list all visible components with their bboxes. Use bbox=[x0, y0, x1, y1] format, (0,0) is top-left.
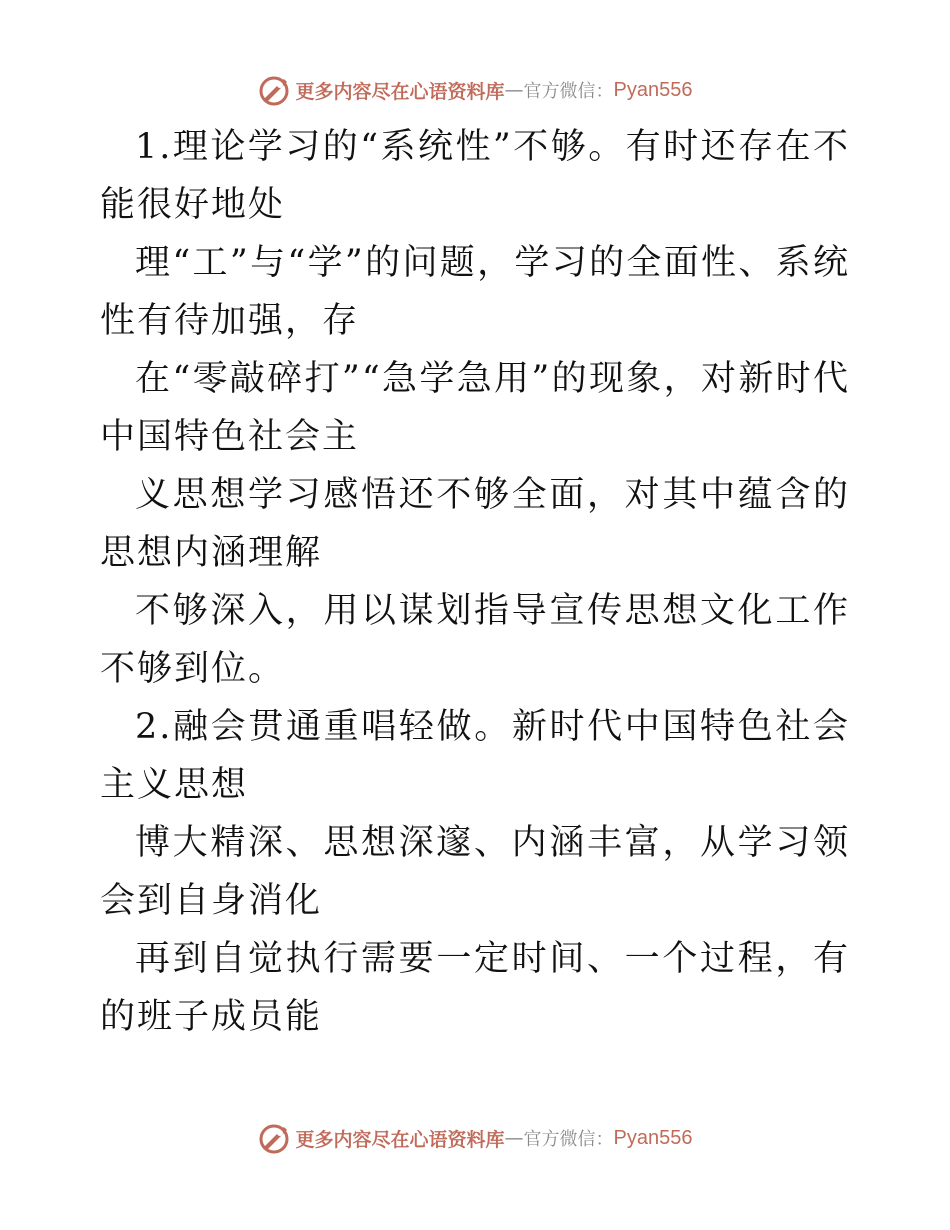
document-body bbox=[0, 118, 950, 1046]
paragraph-3: 在“零敲碎打”“急学急用”的现象，对新时代中国特色社会主 bbox=[100, 359, 850, 457]
footer-brand-text: 更多内容尽在心语资料库 bbox=[295, 1128, 505, 1151]
footer-wechat-label: 官方微信： bbox=[523, 1129, 614, 1150]
footer-banner bbox=[0, 1118, 950, 1158]
header-brand-text: 更多内容尽在心语资料库 bbox=[295, 80, 505, 103]
quill-circle-logo-icon bbox=[258, 73, 292, 107]
header-wechat-id: Pyan556 bbox=[613, 78, 693, 101]
header-dash: — bbox=[504, 79, 524, 101]
quill-circle-logo-icon bbox=[258, 1121, 292, 1155]
paragraph-6: 2.融会贯通重唱轻做。新时代中国特色社会主义思想 bbox=[100, 707, 850, 805]
footer-wechat-id: Pyan556 bbox=[613, 1126, 693, 1149]
paragraph-4: 义思想学习感悟还不够全面，对其中蕴含的思想内涵理解 bbox=[100, 475, 850, 573]
paragraph-2: 理“工”与“学”的问题，学习的全面性、系统性有待加强，存 bbox=[100, 243, 850, 341]
paragraph-8: 再到自觉执行需要一定时间、一个过程，有的班子成员能 bbox=[100, 939, 850, 1037]
paragraph-7: 博大精深、思想深邃、内涵丰富，从学习领会到自身消化 bbox=[100, 823, 850, 921]
footer-dash: — bbox=[504, 1127, 524, 1149]
paragraph-1: 1.理论学习的“系统性”不够。有时还存在不能很好地处 bbox=[100, 127, 850, 225]
paragraph-5: 不够深入，用以谋划指导宣传思想文化工作不够到位。 bbox=[100, 591, 850, 689]
header-banner bbox=[0, 70, 950, 110]
header-wechat-label: 官方微信： bbox=[523, 81, 614, 102]
